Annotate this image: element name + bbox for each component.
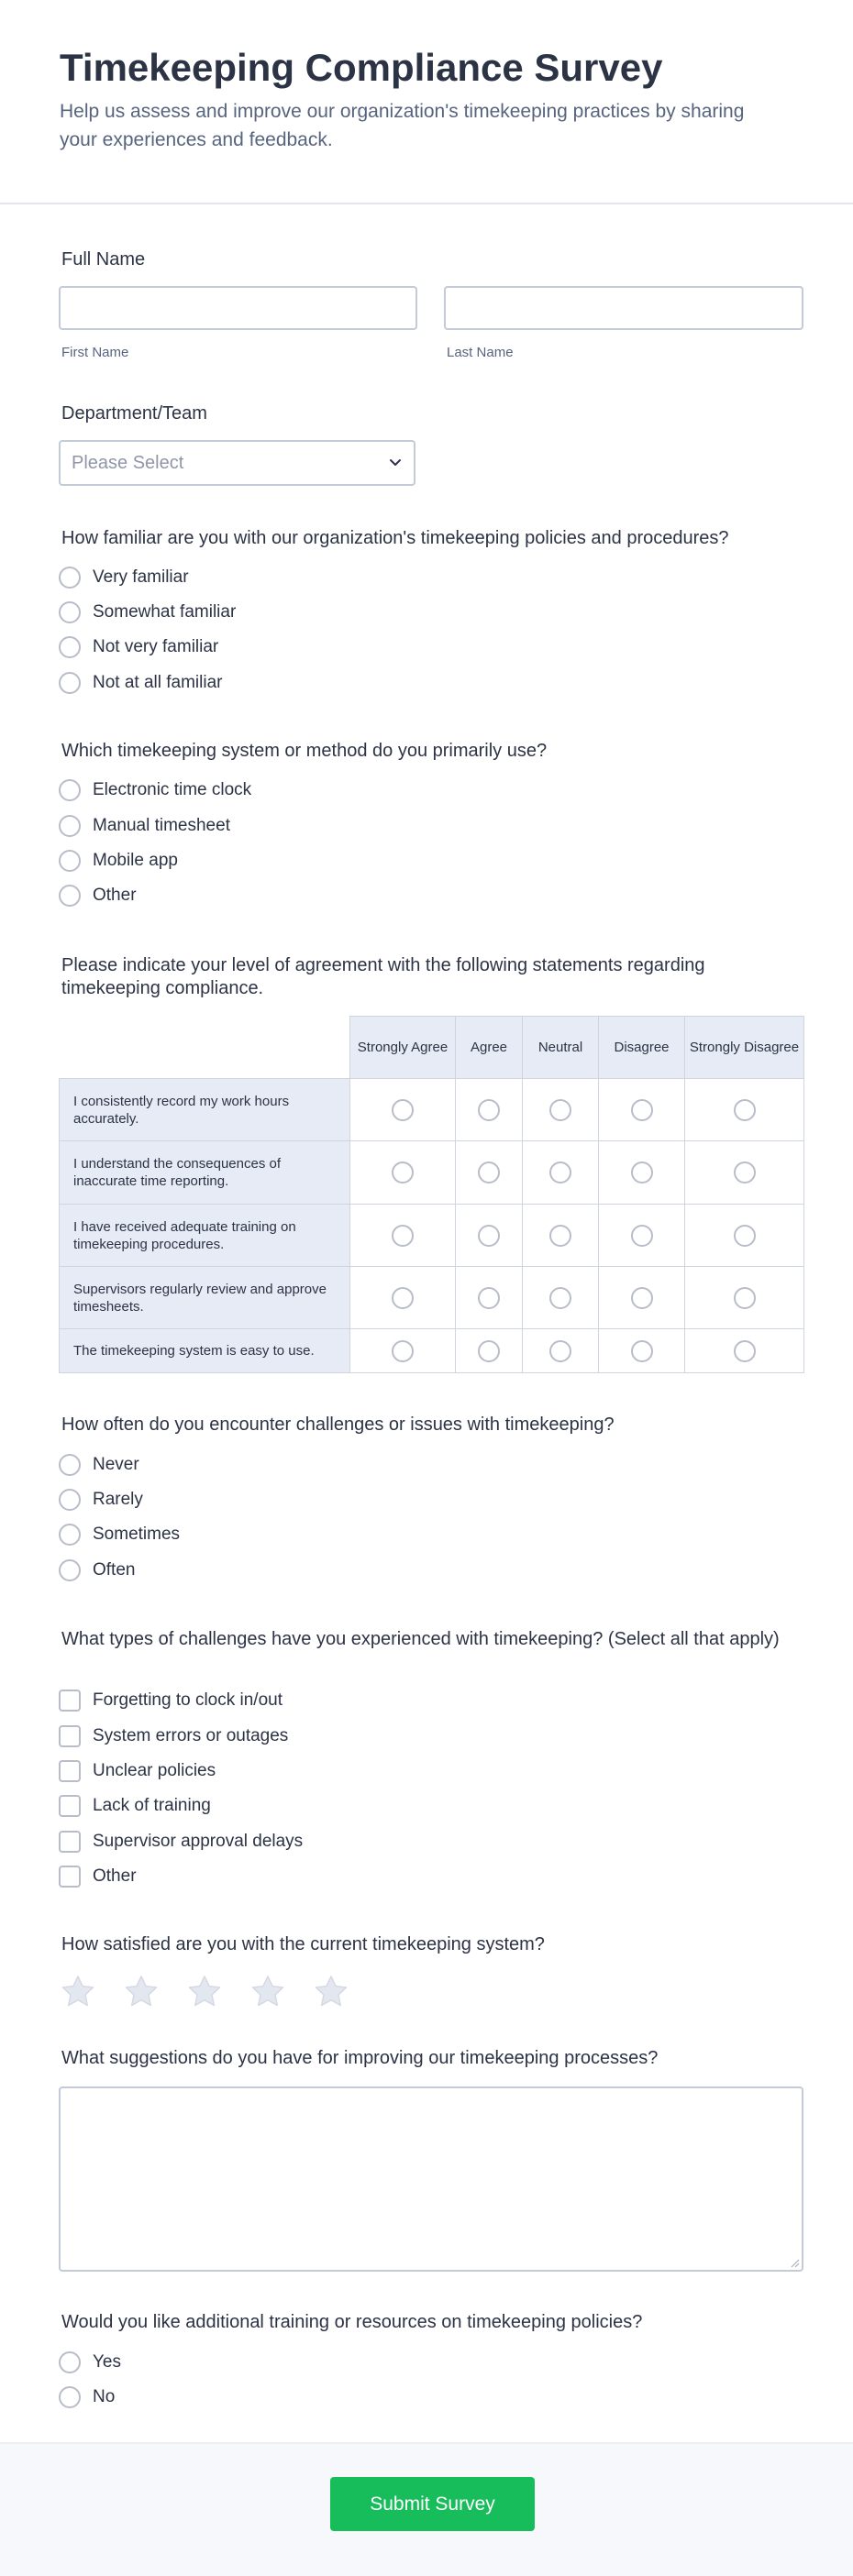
checkbox[interactable] [59,1760,81,1782]
radio-button[interactable] [549,1287,571,1309]
radio-button[interactable] [59,1489,81,1511]
option-label: Lack of training [93,1796,211,1815]
matrix-cell[interactable] [456,1329,523,1373]
matrix-cell[interactable] [599,1141,685,1205]
matrix-row-label: Supervisors regularly review and approve timesheets. [60,1267,350,1329]
radio-button[interactable] [734,1340,756,1362]
radio-button[interactable] [478,1287,500,1309]
matrix-row [60,1079,804,1141]
satisfaction-question: How satisfied are you with the current timekeeping system? [61,1934,545,1954]
matrix-cell[interactable] [523,1205,599,1267]
matrix-cell[interactable] [350,1205,456,1267]
department-select-value: Please Select [72,453,184,473]
matrix-column-header: Strongly Agree [350,1017,456,1079]
matrix-cell[interactable] [350,1141,456,1205]
department-select[interactable] [59,440,415,486]
radio-button[interactable] [631,1225,653,1247]
radio-button[interactable] [631,1340,653,1362]
first-name-sublabel: First Name [61,345,129,360]
system-question: Which timekeeping system or method do you primarily use? [61,741,548,761]
option-label: Yes [93,2352,121,2372]
familiarity-question: How familiar are you with our organization's timekeeping policies and procedures? [61,528,729,548]
option-label: Never [93,1455,139,1474]
radio-button[interactable] [59,2386,81,2408]
radio-button[interactable] [478,1225,500,1247]
form-title: Timekeeping Compliance Survey [60,46,663,89]
option-label: Mobile app [93,851,178,870]
matrix-cell[interactable] [456,1205,523,1267]
radio-button[interactable] [59,850,81,872]
radio-button[interactable] [549,1099,571,1121]
option-label: Supervisor approval delays [93,1832,304,1851]
matrix-corner [60,1017,350,1079]
checkbox[interactable] [59,1690,81,1712]
option-label: Rarely [93,1490,143,1509]
radio-button[interactable] [631,1161,653,1183]
matrix-cell[interactable] [523,1079,599,1141]
form-subtitle: Help us assess and improve our organization's timekeeping practices by sharing your experiences and feedback. [60,101,745,150]
option-label: Other [93,1866,137,1886]
form-header [0,0,853,204]
matrix-cell[interactable] [523,1329,599,1373]
radio-button[interactable] [478,1340,500,1362]
option-label: Forgetting to clock in/out [93,1690,282,1710]
option-label: Very familiar [93,567,189,587]
checkbox[interactable] [59,1795,81,1817]
matrix-column-header: Strongly Disagree [685,1017,804,1079]
matrix-row-label: I have received adequate training on timekeeping procedures. [60,1205,350,1267]
star-icon[interactable] [122,1973,161,2011]
matrix-cell[interactable] [350,1079,456,1141]
training-question: Would you like additional training or resources on timekeeping policies? [61,2312,643,2332]
matrix-cell[interactable] [523,1267,599,1329]
radio-button[interactable] [734,1099,756,1121]
checkbox[interactable] [59,1831,81,1853]
resize-handle-icon[interactable] [789,2257,800,2268]
department-label: Department/Team [61,403,207,424]
radio-button[interactable] [59,636,81,658]
radio-button[interactable] [59,601,81,623]
star-icon[interactable] [185,1973,224,2011]
option-label: Not at all familiar [93,673,223,692]
suggestions-question: What suggestions do you have for improving our timekeeping processes? [61,2048,659,2068]
radio-button[interactable] [549,1225,571,1247]
option-label: No [93,2387,116,2406]
matrix-row-label: The timekeeping system is easy to use. [60,1329,350,1373]
option-label: System errors or outages [93,1726,289,1745]
radio-button[interactable] [59,567,81,589]
challenges-question: What types of challenges have you experienced with timekeeping? (Select all that apply) [61,1629,780,1649]
radio-button[interactable] [549,1340,571,1362]
radio-button[interactable] [392,1099,414,1121]
matrix-cell[interactable] [456,1267,523,1329]
matrix-cell[interactable] [350,1267,456,1329]
matrix-column-header: Agree [456,1017,523,1079]
radio-button[interactable] [734,1287,756,1309]
radio-button[interactable] [59,815,81,837]
radio-button[interactable] [392,1225,414,1247]
star-icon[interactable] [59,1973,97,2011]
option-label: Manual timesheet [93,816,230,835]
radio-button[interactable] [392,1161,414,1183]
radio-button[interactable] [478,1161,500,1183]
frequency-question: How often do you encounter challenges or issues with timekeeping? [61,1415,615,1435]
suggestions-textarea[interactable] [59,2086,803,2272]
matrix-row-label: I consistently record my work hours accurately. [60,1079,350,1141]
matrix-cell[interactable] [350,1329,456,1373]
radio-button[interactable] [734,1225,756,1247]
matrix-cell[interactable] [685,1079,804,1141]
full-name-label: Full Name [61,249,146,270]
matrix-cell[interactable] [456,1141,523,1205]
matrix-column-header: Neutral [523,1017,599,1079]
matrix-cell[interactable] [599,1267,685,1329]
matrix-cell[interactable] [685,1267,804,1329]
matrix-row [60,1205,804,1267]
radio-button[interactable] [59,779,81,801]
radio-button[interactable] [59,2351,81,2373]
radio-button[interactable] [392,1287,414,1309]
option-label: Sometimes [93,1525,181,1544]
matrix-cell[interactable] [685,1205,804,1267]
option-label: Often [93,1560,136,1580]
chevron-down-icon [386,453,404,471]
agreement-question: Please indicate your level of agreement with the following statements regarding timekeeping compliance. [61,955,705,998]
option-label: Unclear policies [93,1761,216,1780]
first-name-input[interactable] [59,286,417,330]
option-label: Somewhat familiar [93,602,237,622]
radio-button[interactable] [59,885,81,907]
matrix-row-label: I understand the consequences of inaccurate time reporting. [60,1141,350,1205]
radio-button[interactable] [478,1099,500,1121]
matrix-cell[interactable] [456,1079,523,1141]
radio-button[interactable] [392,1340,414,1362]
star-icon[interactable] [312,1973,350,2011]
matrix-cell[interactable] [685,1329,804,1373]
matrix-row [60,1329,804,1373]
radio-button[interactable] [631,1287,653,1309]
matrix-cell[interactable] [599,1329,685,1373]
star-icon[interactable] [249,1973,287,2011]
matrix-row [60,1267,804,1329]
matrix-cell[interactable] [599,1205,685,1267]
option-label: Electronic time clock [93,780,252,799]
option-label: Not very familiar [93,637,219,656]
agreement-matrix [59,1016,804,1373]
radio-button[interactable] [59,1524,81,1546]
matrix-row [60,1141,804,1205]
matrix-cell[interactable] [599,1079,685,1141]
radio-button[interactable] [59,1559,81,1581]
checkbox[interactable] [59,1725,81,1747]
radio-button[interactable] [549,1161,571,1183]
matrix-column-header: Disagree [599,1017,685,1079]
radio-button[interactable] [59,1454,81,1476]
last-name-input[interactable] [444,286,803,330]
matrix-cell[interactable] [685,1141,804,1205]
checkbox[interactable] [59,1866,81,1888]
matrix-cell[interactable] [523,1141,599,1205]
option-label: Other [93,886,137,905]
radio-button[interactable] [631,1099,653,1121]
last-name-sublabel: Last Name [447,345,514,360]
radio-button[interactable] [59,672,81,694]
submit-button[interactable]: Submit Survey [330,2477,535,2531]
radio-button[interactable] [734,1161,756,1183]
